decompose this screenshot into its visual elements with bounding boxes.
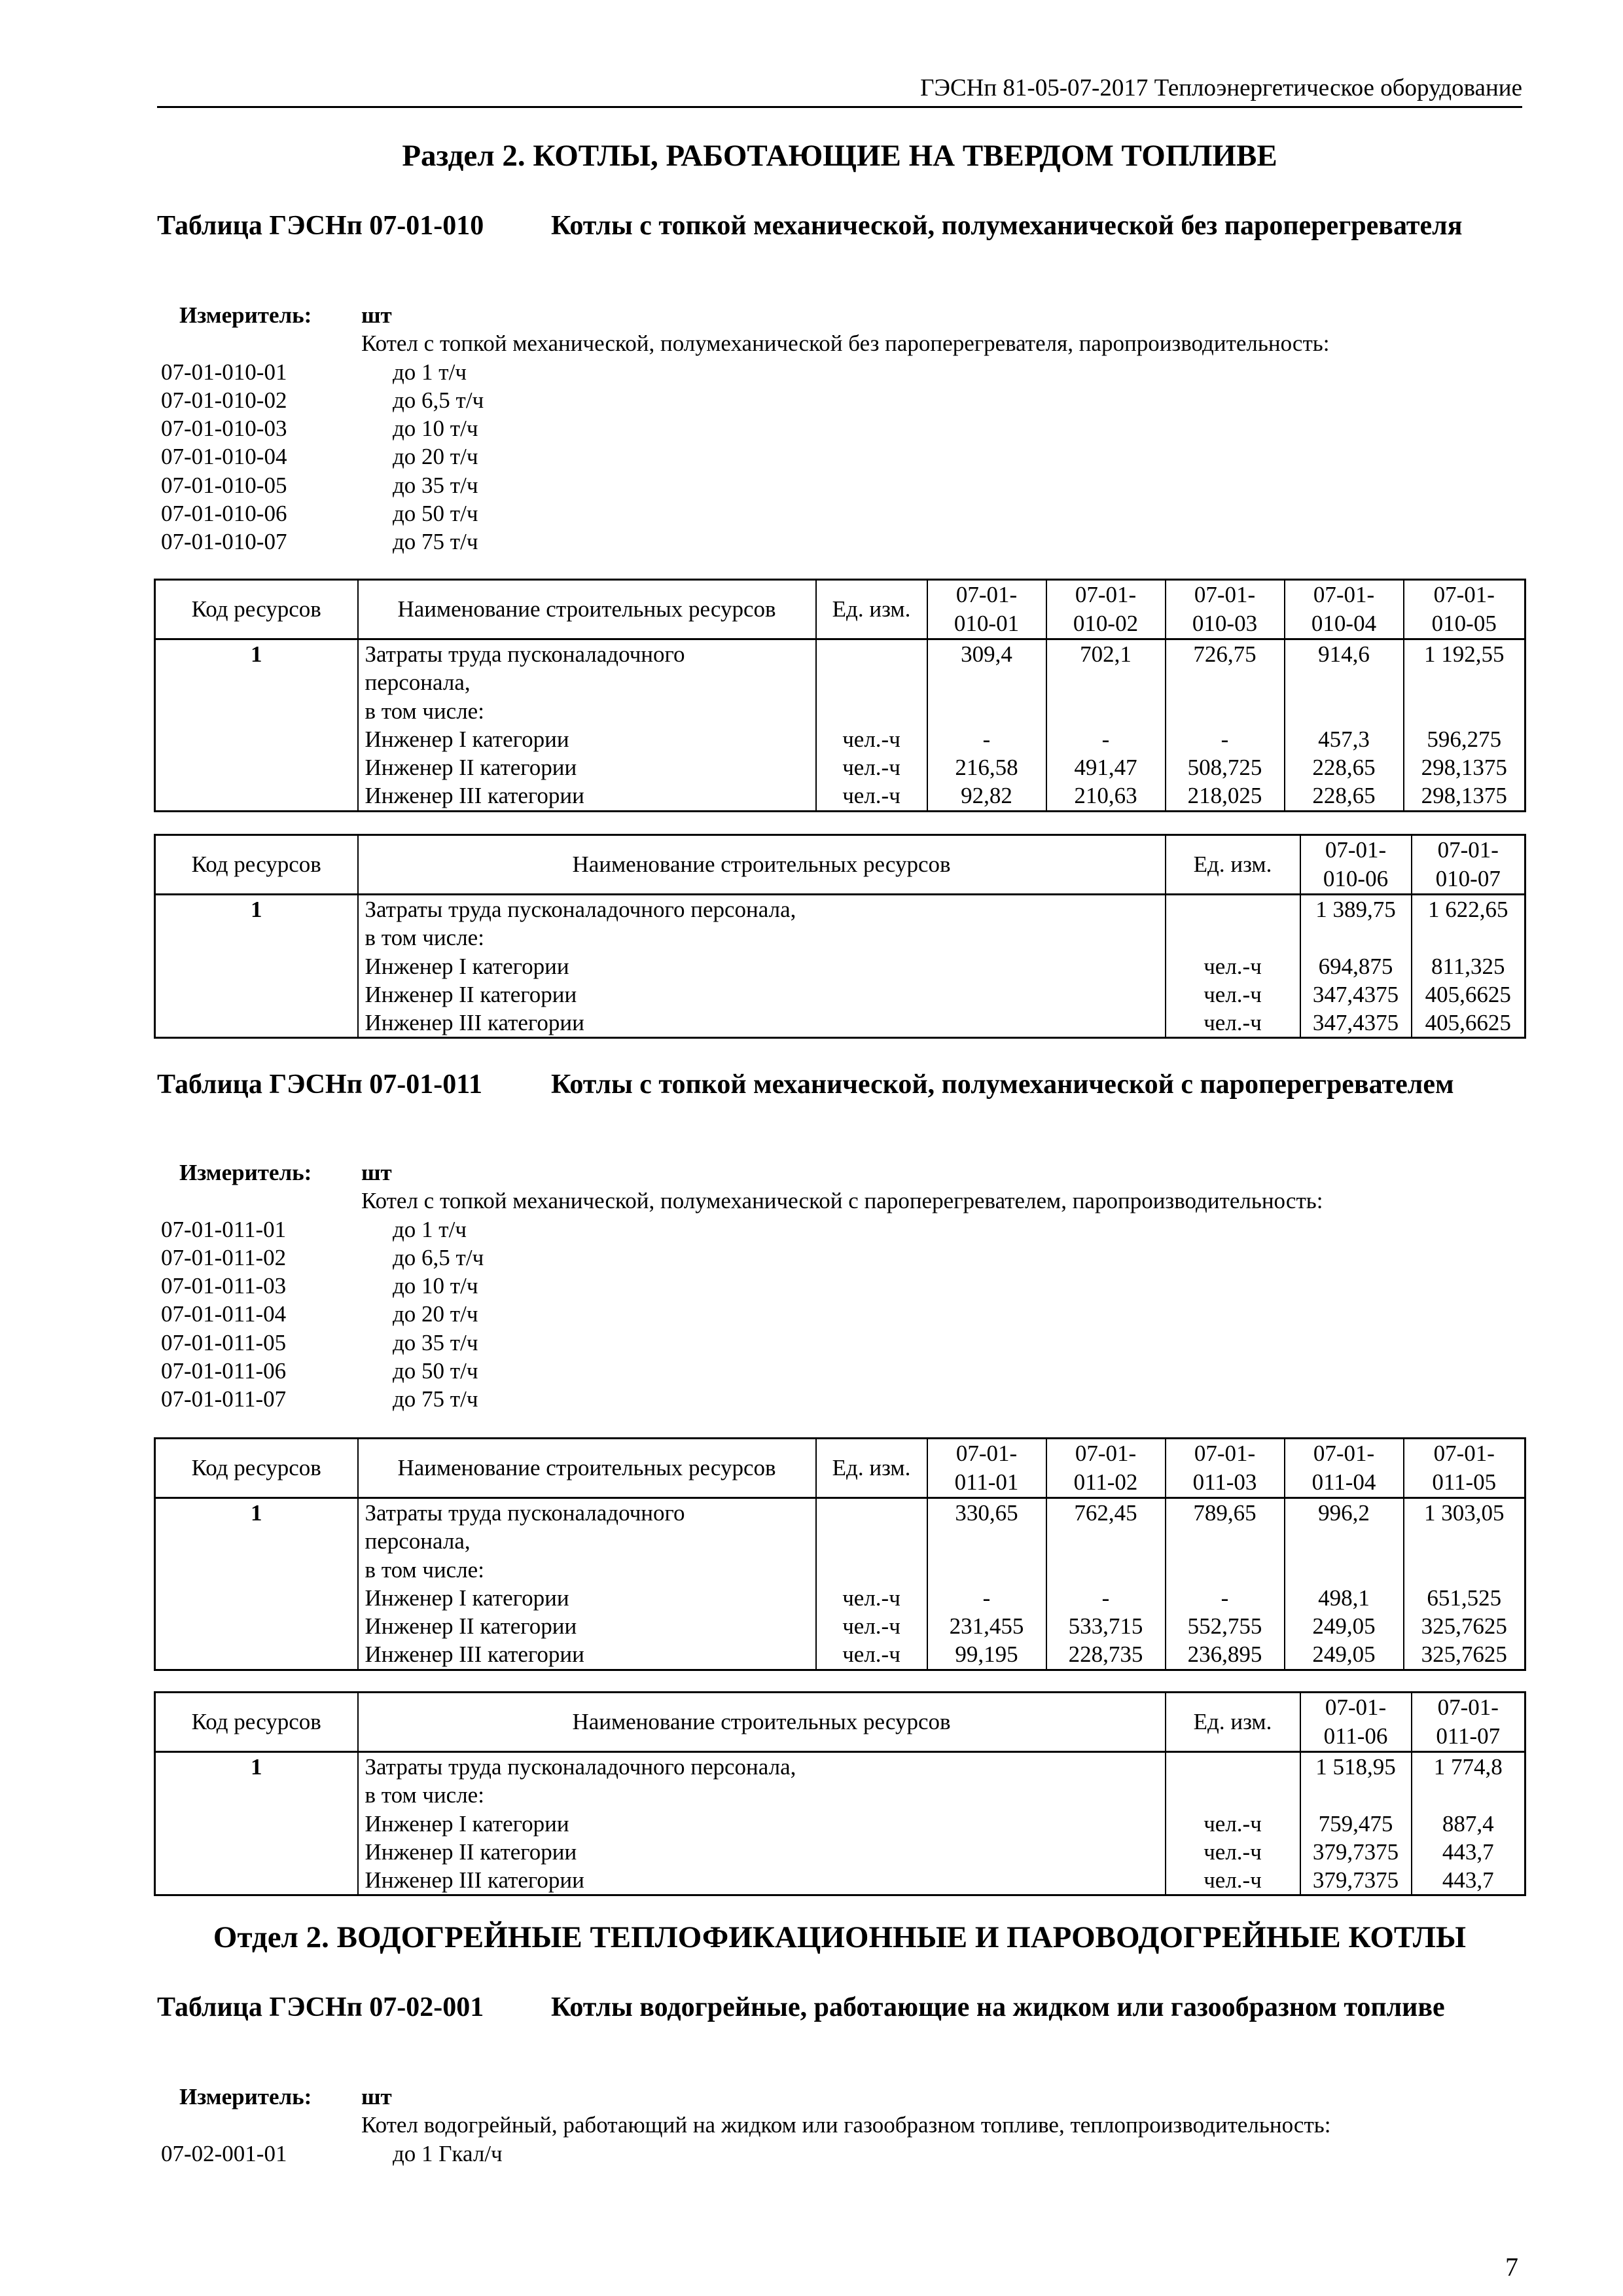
- norm-value: [935, 1556, 1039, 1584]
- norm-code-header: 07-01- 010-06: [1300, 835, 1412, 895]
- measure-item: [157, 1300, 1522, 1328]
- resource-code: 1: [155, 895, 358, 1038]
- section-title: Отдел 2. ВОДОГРЕЙНЫЕ ТЕПЛОФИКАЦИОННЫЕ И ПАРОВОДОГРЕЙНЫЕ КОТЛЫ: [213, 1920, 1467, 1954]
- resource-name: [358, 1752, 1166, 1895]
- item-value: до 1 Гкал/ч: [393, 2140, 503, 2166]
- measure-row: [157, 1158, 1522, 1187]
- norm-value: 325,7625: [1421, 1613, 1507, 1640]
- unit-line: [823, 1527, 920, 1555]
- norm-value: 99,195: [955, 1641, 1018, 1668]
- norm-value: 1 192,55: [1424, 641, 1505, 667]
- table-heading: [157, 1990, 1522, 2060]
- norm-value-cell: [927, 639, 1046, 812]
- norm-code-header: 07-01- 011-05: [1404, 1439, 1525, 1498]
- norm-value-cell: [1412, 1752, 1525, 1895]
- measure-item: [157, 1329, 1522, 1357]
- table-name: Таблица ГЭСНп 07-01-010: [157, 211, 484, 241]
- resource-unit: [816, 1498, 927, 1670]
- norm-value: -: [982, 726, 991, 752]
- norm-value: [1411, 1556, 1518, 1584]
- norm-value: [1054, 1556, 1158, 1584]
- norm-value: 249,05: [1312, 1613, 1376, 1640]
- norm-value: 249,05: [1312, 1641, 1376, 1668]
- resource-name-line: Инженер III категории: [365, 783, 584, 809]
- measure-item: [157, 1215, 1522, 1244]
- unit-line: чел.-ч: [1204, 1810, 1262, 1837]
- norm-value: 596,275: [1427, 726, 1502, 752]
- norm-value: 228,65: [1312, 783, 1376, 809]
- norm-value: 702,1: [1080, 641, 1132, 667]
- item-value: до 75 т/ч: [393, 529, 478, 555]
- norm-value: [1308, 924, 1404, 952]
- resource-code: 1: [155, 1498, 358, 1670]
- norm-value: 457,3: [1318, 726, 1370, 752]
- norm-value: [1054, 1527, 1158, 1555]
- norm-value: 552,755: [1187, 1613, 1262, 1640]
- item-code: 07-01-011-03: [161, 1273, 287, 1299]
- item-code: 07-01-011-06: [161, 1358, 287, 1384]
- item-value: до 1 т/ч: [393, 1216, 467, 1242]
- item-value: до 20 т/ч: [393, 444, 478, 470]
- item-value: до 50 т/ч: [393, 501, 478, 527]
- norm-value: [1292, 1556, 1397, 1584]
- resource-table: [154, 1437, 1526, 1671]
- norm-value-cell: [927, 1498, 1046, 1670]
- item-value: до 10 т/ч: [393, 1273, 478, 1299]
- measure-item: [157, 386, 1522, 414]
- measure-description-row: [157, 329, 1522, 357]
- norm-value: [1419, 1781, 1518, 1809]
- norm-value: 330,65: [955, 1500, 1018, 1526]
- norm-code-header: 07-01- 011-01: [927, 1439, 1046, 1498]
- item-code: 07-01-011-01: [161, 1216, 287, 1242]
- norm-value: [1173, 1556, 1277, 1584]
- resource-name-line: Инженер II категории: [365, 755, 577, 781]
- unit-line: чел.-ч: [842, 1613, 901, 1640]
- norm-value: -: [982, 1585, 991, 1611]
- norm-value: 236,895: [1187, 1641, 1262, 1668]
- measure-description: Котел с топкой механической, полумеханической с пароперегревателем, паропроизводительность:: [361, 1188, 1323, 1214]
- resource-name-line: Затраты труда пусконаладочного: [365, 641, 685, 667]
- resource-name: [358, 639, 816, 812]
- resource-code: 1: [155, 639, 358, 812]
- item-code: 07-01-010-02: [161, 387, 287, 413]
- norm-value: [1054, 668, 1158, 696]
- unit-line: чел.-ч: [842, 755, 901, 781]
- norm-value: -: [1101, 1585, 1110, 1611]
- norm-value: 325,7625: [1421, 1641, 1507, 1668]
- norm-value: 811,325: [1431, 953, 1505, 979]
- section-title: Раздел 2. КОТЛЫ, РАБОТАЮЩИЕ НА ТВЕРДОМ ТОПЛИВЕ: [402, 139, 1277, 173]
- measure-description: Котел с топкой механической, полумеханической без пароперегревателя, паропроизводительность:: [361, 331, 1330, 357]
- norm-value: 996,2: [1318, 1500, 1370, 1526]
- resource-name-line: Инженер I категории: [365, 1585, 569, 1611]
- measure-block: [157, 1158, 1522, 1414]
- measure-block: [157, 301, 1522, 556]
- norm-code-header: 07-01- 010-02: [1046, 580, 1166, 639]
- norm-value: [1292, 1527, 1397, 1555]
- norm-value: -: [1101, 726, 1110, 752]
- norm-value: 759,475: [1318, 1810, 1393, 1837]
- column-header: Ед. изм.: [1166, 1693, 1300, 1752]
- measure-item: [157, 1272, 1522, 1300]
- resource-name-line: в том числе:: [365, 1782, 484, 1808]
- norm-value-cell: [1166, 639, 1285, 812]
- item-code: 07-02-001-01: [161, 2140, 287, 2166]
- unit-line: чел.-ч: [842, 726, 901, 752]
- table-row: [155, 895, 1525, 1038]
- measure-item: [157, 528, 1522, 556]
- unit-line: [823, 697, 920, 725]
- table-title: Котлы с топкой механической, полумеханической с пароперегревателем: [551, 1069, 1454, 1100]
- norm-code-header: 07-01- 010-01: [927, 580, 1046, 639]
- resource-name-line: Затраты труда пусконаладочного персонала,: [365, 1754, 796, 1780]
- table-title: Котлы с топкой механической, полумеханической без пароперегревателя: [551, 211, 1463, 241]
- norm-value: 491,47: [1074, 755, 1137, 781]
- running-header: ГЭСНп 81-05-07-2017 Теплоэнергетическое оборудование: [157, 72, 1522, 108]
- measure-label: Измеритель:: [179, 302, 312, 328]
- item-code: 07-01-010-06: [161, 501, 287, 527]
- norm-code-header: 07-01- 011-07: [1412, 1693, 1525, 1752]
- norm-value: -: [1221, 726, 1229, 752]
- unit-line: чел.-ч: [1204, 1010, 1262, 1036]
- item-code: 07-01-011-07: [161, 1386, 287, 1412]
- item-code: 07-01-010-05: [161, 472, 287, 498]
- norm-value-cell: [1404, 1498, 1525, 1670]
- resource-name: [358, 1498, 816, 1670]
- measure-item: [157, 442, 1522, 471]
- norm-value: 726,75: [1193, 641, 1257, 667]
- norm-code-header: 07-01- 011-02: [1046, 1439, 1166, 1498]
- norm-value-cell: [1046, 639, 1166, 812]
- resource-unit: [1166, 895, 1300, 1038]
- norm-value: [1054, 697, 1158, 725]
- item-value: до 10 т/ч: [393, 416, 478, 442]
- table-heading: [157, 1067, 1522, 1138]
- norm-value: 347,4375: [1312, 981, 1399, 1007]
- measure-item: [157, 499, 1522, 528]
- resource-table: [154, 1691, 1526, 1896]
- norm-value: 231,455: [949, 1613, 1024, 1640]
- norm-value: [935, 668, 1039, 696]
- norm-value: 762,45: [1074, 1500, 1137, 1526]
- unit-line: чел.-ч: [842, 1641, 901, 1668]
- norm-value: [1292, 697, 1397, 725]
- norm-value: 498,1: [1318, 1585, 1370, 1611]
- resource-name-line: в том числе:: [365, 698, 484, 724]
- column-header: Ед. изм.: [816, 1439, 927, 1498]
- norm-value: [935, 1527, 1039, 1555]
- unit-line: [823, 640, 920, 668]
- norm-value: 210,63: [1074, 783, 1137, 809]
- item-code: 07-01-011-05: [161, 1329, 287, 1355]
- measure-description-row: [157, 1187, 1522, 1215]
- resource-name-line: в том числе:: [365, 1556, 484, 1583]
- resource-name-line: персонала,: [365, 1528, 471, 1554]
- item-value: до 6,5 т/ч: [393, 387, 484, 413]
- unit-line: [1173, 1753, 1293, 1781]
- norm-value: 298,1375: [1421, 783, 1507, 809]
- norm-value: 347,4375: [1312, 1010, 1399, 1036]
- norm-value: 651,525: [1427, 1585, 1502, 1611]
- resource-unit: [816, 639, 927, 812]
- resource-name-line: Инженер I категории: [365, 1810, 569, 1837]
- item-value: до 50 т/ч: [393, 1358, 478, 1384]
- norm-value: [1411, 697, 1518, 725]
- norm-value-cell: [1166, 1498, 1285, 1670]
- norm-value-cell: [1046, 1498, 1166, 1670]
- unit-line: чел.-ч: [1204, 953, 1262, 979]
- measure-block: [157, 2083, 1522, 2168]
- norm-value: 694,875: [1318, 953, 1393, 979]
- item-value: до 6,5 т/ч: [393, 1244, 484, 1270]
- measure-item: [157, 414, 1522, 442]
- resource-name-line: Затраты труда пусконаладочного персонала,: [365, 897, 796, 922]
- measure-item: [157, 471, 1522, 499]
- item-value: до 1 т/ч: [393, 359, 467, 385]
- unit-line: чел.-ч: [842, 1585, 901, 1611]
- measure-unit: шт: [361, 2084, 392, 2109]
- norm-value: [1173, 697, 1277, 725]
- resource-name-line: Инженер III категории: [365, 1867, 584, 1893]
- norm-value: 1 518,95: [1315, 1754, 1396, 1780]
- norm-value: [1308, 1781, 1404, 1809]
- unit-line: чел.-ч: [1204, 981, 1262, 1007]
- resource-table: [154, 834, 1526, 1039]
- norm-value: 379,7375: [1312, 1867, 1399, 1893]
- item-value: до 35 т/ч: [393, 472, 478, 498]
- column-header: Ед. изм.: [816, 580, 927, 639]
- norm-value: [935, 697, 1039, 725]
- item-value: до 35 т/ч: [393, 1329, 478, 1355]
- page-number: 7: [1505, 2252, 1518, 2282]
- norm-code-header: 07-01- 010-05: [1404, 580, 1525, 639]
- measure-label: Измеритель:: [179, 2084, 312, 2109]
- table-name: Таблица ГЭСНп 07-02-001: [157, 1992, 484, 2022]
- measure-description-row: [157, 2111, 1522, 2139]
- measure-unit: шт: [361, 1160, 392, 1185]
- norm-value: 887,4: [1442, 1810, 1494, 1837]
- resource-name-line: Инженер II категории: [365, 981, 577, 1007]
- resource-name-line: Инженер I категории: [365, 953, 569, 979]
- norm-value: [1173, 668, 1277, 696]
- column-header: Наименование строительных ресурсов: [358, 1693, 1166, 1752]
- norm-value: 508,725: [1187, 755, 1262, 781]
- resource-name-line: Инженер I категории: [365, 726, 569, 752]
- measure-description: Котел водогрейный, работающий на жидком или газообразном топливе, теплопроизводительность:: [361, 2112, 1331, 2138]
- unit-line: [823, 1556, 920, 1584]
- norm-code-header: 07-01- 011-03: [1166, 1439, 1285, 1498]
- norm-value: 1 622,65: [1428, 897, 1508, 922]
- column-header: Ед. изм.: [1166, 835, 1300, 895]
- measure-item: [157, 1357, 1522, 1385]
- norm-value: 443,7: [1442, 1839, 1494, 1865]
- norm-value: 1 774,8: [1433, 1754, 1503, 1780]
- norm-value: [1419, 924, 1518, 952]
- norm-value: 914,6: [1318, 641, 1370, 667]
- table-title: Котлы водогрейные, работающие на жидком или газообразном топливе: [551, 1992, 1445, 2022]
- resource-name-line: Затраты труда пусконаладочного: [365, 1500, 685, 1526]
- norm-value: [1411, 668, 1518, 696]
- column-header: Наименование строительных ресурсов: [358, 835, 1166, 895]
- norm-value: 405,6625: [1425, 981, 1511, 1007]
- column-header: Код ресурсов: [155, 1693, 358, 1752]
- norm-value: 92,82: [961, 783, 1012, 809]
- item-value: до 20 т/ч: [393, 1301, 478, 1327]
- norm-value: 789,65: [1193, 1500, 1257, 1526]
- measure-label: Измеритель:: [179, 1160, 312, 1185]
- table-name: Таблица ГЭСНп 07-01-011: [157, 1069, 482, 1100]
- norm-value: 228,735: [1068, 1641, 1143, 1668]
- unit-line: чел.-ч: [1204, 1867, 1262, 1893]
- resource-table: [154, 579, 1526, 812]
- unit-line: [823, 1499, 920, 1527]
- table-row: [155, 1498, 1525, 1670]
- norm-value: [1292, 668, 1397, 696]
- column-header: Наименование строительных ресурсов: [358, 580, 816, 639]
- table-heading: [157, 208, 1522, 279]
- norm-code-header: 07-01- 010-07: [1412, 835, 1525, 895]
- norm-value: 533,715: [1068, 1613, 1143, 1640]
- norm-value: -: [1221, 1585, 1229, 1611]
- norm-value-cell: [1285, 639, 1404, 812]
- unit-line: чел.-ч: [1204, 1839, 1262, 1865]
- item-code: 07-01-010-03: [161, 416, 287, 442]
- norm-value: [1411, 1527, 1518, 1555]
- norm-value-cell: [1300, 1752, 1412, 1895]
- table-row: [155, 639, 1525, 812]
- norm-value-cell: [1300, 895, 1412, 1038]
- norm-code-header: 07-01- 010-03: [1166, 580, 1285, 639]
- unit-line: [1173, 895, 1293, 924]
- norm-value: 443,7: [1442, 1867, 1494, 1893]
- unit-line: [1173, 1781, 1293, 1809]
- norm-value: 379,7375: [1312, 1839, 1399, 1865]
- column-header: Код ресурсов: [155, 835, 358, 895]
- measure-row: [157, 2083, 1522, 2111]
- table-row: [155, 1752, 1525, 1895]
- norm-value: 216,58: [955, 755, 1018, 781]
- resource-name-line: Инженер II категории: [365, 1613, 577, 1640]
- measure-unit: шт: [361, 302, 392, 328]
- column-header: Код ресурсов: [155, 580, 358, 639]
- norm-value-cell: [1412, 895, 1525, 1038]
- resource-name: [358, 895, 1166, 1038]
- norm-value-cell: [1404, 639, 1525, 812]
- resource-name-line: персонала,: [365, 670, 471, 696]
- column-header: Код ресурсов: [155, 1439, 358, 1498]
- resource-name-line: Инженер II категории: [365, 1839, 577, 1865]
- item-code: 07-01-010-01: [161, 359, 287, 385]
- resource-code: 1: [155, 1752, 358, 1895]
- unit-line: [823, 668, 920, 696]
- item-code: 07-01-011-04: [161, 1301, 287, 1327]
- norm-value: 1 303,05: [1424, 1500, 1505, 1526]
- norm-value: 298,1375: [1421, 755, 1507, 781]
- norm-code-header: 07-01- 011-04: [1285, 1439, 1404, 1498]
- unit-line: чел.-ч: [842, 783, 901, 809]
- norm-code-header: 07-01- 010-04: [1285, 580, 1404, 639]
- item-code: 07-01-010-07: [161, 529, 287, 555]
- norm-value-cell: [1285, 1498, 1404, 1670]
- item-code: 07-01-010-04: [161, 444, 287, 470]
- measure-row: [157, 301, 1522, 329]
- item-value: до 75 т/ч: [393, 1386, 478, 1412]
- resource-name-line: в том числе:: [365, 925, 484, 951]
- resource-name-line: Инженер III категории: [365, 1010, 584, 1036]
- norm-value: 218,025: [1187, 783, 1262, 809]
- resource-name-line: Инженер III категории: [365, 1641, 584, 1668]
- measure-item: [157, 1385, 1522, 1413]
- resource-unit: [1166, 1752, 1300, 1895]
- unit-line: [1173, 924, 1293, 952]
- norm-value: 309,4: [961, 641, 1012, 667]
- norm-value: 228,65: [1312, 755, 1376, 781]
- measure-item: [157, 1244, 1522, 1272]
- column-header: Наименование строительных ресурсов: [358, 1439, 816, 1498]
- measure-item: [157, 2140, 1522, 2168]
- measure-item: [157, 358, 1522, 386]
- norm-value: [1173, 1527, 1277, 1555]
- item-code: 07-01-011-02: [161, 1244, 287, 1270]
- norm-value: 1 389,75: [1315, 897, 1396, 922]
- norm-value: 405,6625: [1425, 1010, 1511, 1036]
- norm-code-header: 07-01- 011-06: [1300, 1693, 1412, 1752]
